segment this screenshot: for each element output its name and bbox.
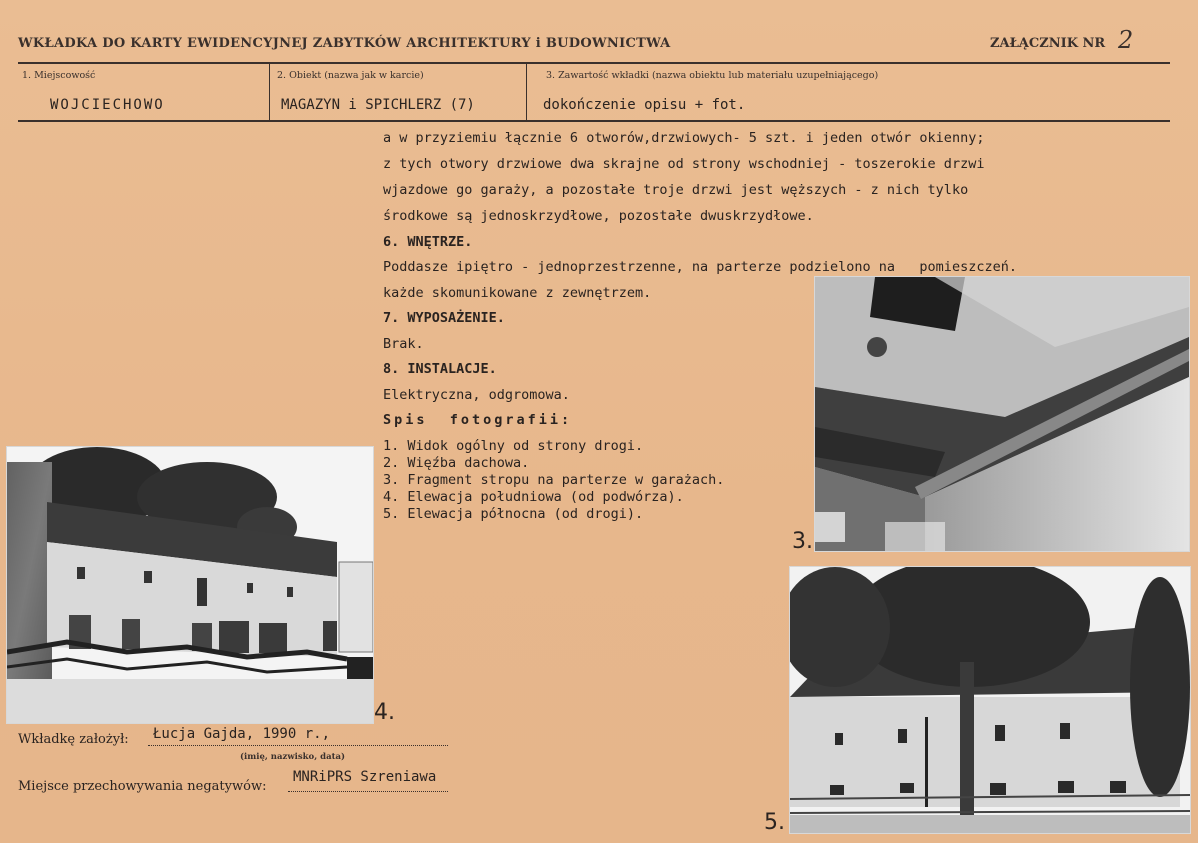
storage-label: Miejsce przechowywania negatywów: xyxy=(18,779,267,794)
object-value: MAGAZYN i SPICHLERZ (7) xyxy=(281,97,475,113)
photo-list-item: 1. Widok ogólny od strony drogi. xyxy=(383,438,644,454)
storage-underline xyxy=(288,791,448,792)
section8-text: Elektryczna, odgromowa. xyxy=(383,387,570,403)
photo-list-heading: Spis fotografii: xyxy=(383,412,573,428)
photo-list-item: 5. Elewacja północna (od drogi). xyxy=(383,506,644,522)
body-line-1: a w przyziemiu łącznie 6 otworów,drzwiowych- 5 szt. i jeden otwór okienny; xyxy=(383,130,985,146)
section7-text: Brak. xyxy=(383,336,424,352)
contents-label: 3. Zawartość wkładki (nazwa obiektu lub materiału uzupełniającego) xyxy=(546,70,879,81)
location-label: 1. Miejscowość xyxy=(22,70,96,81)
founder-value: Łucja Gajda, 1990 r., xyxy=(153,726,331,742)
object-label: 2. Obiekt (nazwa jak w karcie) xyxy=(277,70,424,81)
founder-label: Wkładkę założył: xyxy=(18,732,129,747)
annex-number: 2 xyxy=(1118,26,1134,54)
contents-value: dokończenie opisu + fot. xyxy=(543,97,746,113)
section6-line-2: każde skomunikowane z zewnętrzem. xyxy=(383,285,652,301)
body-line-2: z tych otwory drzwiowe dwa skrajne od strony wschodniej - toszerokie drzwi xyxy=(383,156,985,172)
location-value: WOJCIECHOWO xyxy=(50,97,165,113)
card-title: WKŁADKA DO KARTY EWIDENCYJNEJ ZABYTKÓW ARCHITEKTURY i BUDOWNICTWA xyxy=(18,36,671,51)
body-line-3: wjazdowe go garaży, a pozostałe troje drzwi jest węższych - z nich tylko xyxy=(383,182,969,198)
field-divider-1 xyxy=(269,64,270,120)
photo-north-number: 5. xyxy=(764,810,785,835)
founder-hint: (imię, nazwisko, data) xyxy=(240,752,346,762)
photo-ceiling-image xyxy=(815,277,1189,551)
photo-north-elevation xyxy=(789,566,1191,834)
body-line-4: środkowe są jednoskrzydłowe, pozostałe dwuskrzydłowe. xyxy=(383,208,814,224)
photo-south-elevation-image xyxy=(7,447,373,723)
photo-south-elevation xyxy=(6,446,374,724)
header-rule-top xyxy=(18,62,1170,64)
photo-ceiling-number: 3. xyxy=(792,529,813,554)
photo-north-elevation-image xyxy=(790,567,1190,833)
section6-heading: 6. WNĘTRZE. xyxy=(383,234,473,250)
photo-south-number: 4. xyxy=(374,700,395,725)
photo-ceiling xyxy=(814,276,1190,552)
annex-label: ZAŁĄCZNIK NR xyxy=(990,36,1106,51)
header-rule-bottom xyxy=(18,120,1170,122)
photo-list-item: 4. Elewacja południowa (od podwórza). xyxy=(383,489,684,505)
photo-list-item: 3. Fragment stropu na parterze w garażach. xyxy=(383,472,725,488)
photo-list-item: 2. Więźba dachowa. xyxy=(383,455,530,471)
field-divider-2 xyxy=(526,64,527,120)
storage-value: MNRiPRS Szreniawa xyxy=(293,769,437,785)
founder-underline xyxy=(148,745,448,746)
section6-line-1: Poddasze ipiętro - jednoprzestrzenne, na parterze podzielono na pomieszczeń. xyxy=(383,259,1017,275)
section8-heading: 8. INSTALACJE. xyxy=(383,361,497,377)
section7-heading: 7. WYPOSAŻENIE. xyxy=(383,310,505,326)
